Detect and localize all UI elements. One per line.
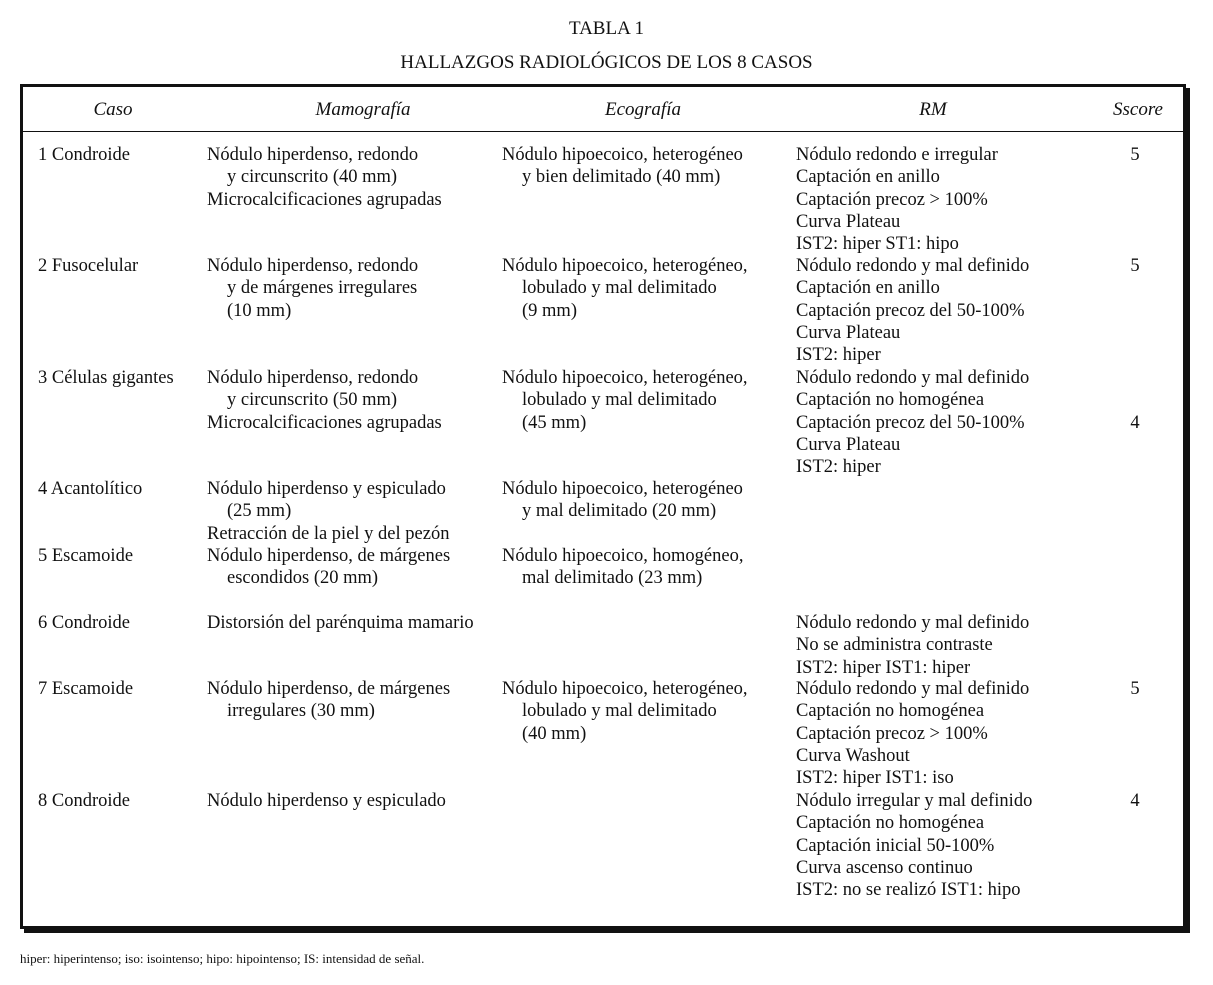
cell-line: Captación no homogénea [796, 390, 985, 411]
cell-line: y de márgenes irregulares [227, 278, 418, 299]
cell-line: (40 mm) [522, 723, 587, 744]
cell-rm [796, 367, 1029, 478]
cell-line: Curva Plateau [796, 434, 901, 455]
cell-mamografia [207, 678, 450, 723]
table-header-row [23, 87, 1183, 132]
cell-line: Microcalcificaciones agrupadas [207, 189, 442, 210]
cell-line: Nódulo redondo e irregular [796, 145, 998, 165]
cell-line: y bien delimitado (40 mm) [522, 167, 721, 188]
cell-line: y circunscrito (50 mm) [227, 390, 398, 411]
cell-line: IST2: hiper IST1: iso [796, 768, 954, 789]
cell-caso: 2 Fusocelular [38, 256, 139, 276]
header-mamografia: Mamografía [315, 99, 411, 120]
cell-line: Curva ascenso continuo [796, 857, 973, 878]
cell-caso: 4 Acantolítico [38, 479, 143, 499]
cell-line: (45 mm) [522, 412, 587, 433]
cell-mamografia [207, 367, 442, 434]
cell-line: Nódulo hipoecoico, heterogéneo, [502, 679, 748, 699]
cell-line: y mal delimitado (20 mm) [522, 501, 717, 522]
cell-rm [796, 678, 1029, 789]
cell-line: Nódulo redondo y mal definido [796, 256, 1030, 276]
cell-mamografia [207, 144, 442, 211]
cell-line: IST2: hiper [796, 457, 881, 478]
cell-line: lobulado y mal delimitado [522, 278, 717, 299]
cell-line: Nódulo hipoecoico, homogéneo, [502, 546, 744, 566]
cell-line: lobulado y mal delimitado [522, 390, 717, 411]
cell-line: Nódulo hipoecoico, heterogéneo, [502, 368, 748, 388]
cell-line: Nódulo hipoecoico, heterogéneo [502, 145, 743, 165]
table-footnote: hiper: hiperintenso; iso: isointenso; hipo: hipointenso; IS: intensidad de señal. [20, 951, 425, 966]
cell-line: escondidos (20 mm) [227, 568, 379, 589]
cell-line: lobulado y mal delimitado [522, 701, 717, 722]
cell-mamografia [207, 478, 449, 545]
cell-line: Microcalcificaciones agrupadas [207, 412, 442, 433]
cell-line: Captación no homogénea [796, 813, 985, 834]
cell-line: Curva Plateau [796, 322, 901, 343]
cell-line: Nódulo hiperdenso, redondo [207, 256, 419, 276]
cell-line: irregulares (30 mm) [227, 701, 375, 722]
header-score: Sscore [1113, 99, 1163, 120]
cell-line: y circunscrito (40 mm) [227, 167, 398, 188]
cell-ecografia [502, 478, 743, 523]
cell-rm [796, 144, 998, 255]
cell-mamografia [207, 255, 418, 322]
cell-line: Nódulo hiperdenso y espiculado [207, 479, 446, 499]
cell-line: Nódulo hiperdenso, redondo [207, 145, 419, 165]
header-caso: Caso [93, 99, 133, 120]
cell-line: No se administra contraste [796, 635, 993, 656]
table-subtitle: HALLAZGOS RADIOLÓGICOS DE LOS 8 CASOS [400, 52, 813, 73]
cell-caso: 6 Condroide [38, 613, 130, 633]
cell-rm [796, 255, 1029, 366]
table-frame [20, 84, 1186, 929]
cell-line: Nódulo hiperdenso, de márgenes [207, 546, 451, 566]
cell-line: Captación en anillo [796, 278, 940, 299]
cell-line: Captación no homogénea [796, 701, 985, 722]
cell-line: IST2: hiper [796, 345, 881, 366]
cell-line: Curva Plateau [796, 211, 901, 232]
cell-line: Nódulo hiperdenso, de márgenes [207, 679, 451, 699]
cell-score: 5 [1130, 145, 1140, 165]
cell-line: (25 mm) [227, 501, 292, 522]
cell-line: Retracción de la piel y del pezón [207, 523, 450, 544]
cell-ecografia [502, 144, 743, 189]
cell-line: Nódulo redondo y mal definido [796, 679, 1030, 699]
cell-caso: 7 Escamoide [38, 679, 134, 699]
cell-score: 4 [1130, 412, 1140, 433]
cell-caso: 5 Escamoide [38, 546, 134, 566]
cell-line: Nódulo irregular y mal definido [796, 791, 1033, 811]
cell-line: Nódulo hiperdenso, redondo [207, 368, 419, 388]
cell-caso: 3 Células gigantes [38, 368, 174, 388]
cell-mamografia [207, 612, 474, 634]
cell-ecografia [502, 545, 743, 590]
cell-line: Nódulo hipoecoico, heterogéneo, [502, 256, 748, 276]
table-title: TABLA 1 [568, 18, 644, 39]
cell-line: (9 mm) [522, 300, 577, 321]
cell-score: 5 [1130, 256, 1140, 276]
cell-line: Captación precoz del 50-100% [796, 412, 1025, 433]
cell-ecografia [502, 367, 748, 434]
cell-score: 5 [1130, 679, 1140, 699]
cell-line: IST2: hiper ST1: hipo [796, 234, 959, 255]
cell-line: Captación en anillo [796, 167, 940, 188]
header-ecografia: Ecografía [605, 99, 681, 120]
cell-line: (10 mm) [227, 300, 292, 321]
cell-line: Nódulo redondo y mal definido [796, 368, 1030, 388]
cell-rm [796, 790, 1032, 901]
cell-score: 4 [1130, 791, 1140, 811]
cell-line: mal delimitado (23 mm) [522, 568, 703, 589]
cell-ecografia [502, 255, 748, 322]
cell-mamografia [207, 790, 446, 812]
cell-line: IST2: hiper IST1: hiper [796, 657, 971, 678]
cell-line: Distorsión del parénquima mamario [207, 613, 474, 633]
cell-line: Curva Washout [796, 745, 910, 766]
cell-line: Nódulo hiperdenso y espiculado [207, 791, 446, 811]
cell-line: Nódulo hipoecoico, heterogéneo [502, 479, 743, 499]
cell-line: Captación precoz > 100% [796, 189, 988, 210]
cell-line: Captación precoz del 50-100% [796, 300, 1025, 321]
cell-line: Captación precoz > 100% [796, 723, 988, 744]
cell-mamografia [207, 545, 450, 590]
cell-line: IST2: no se realizó IST1: hipo [796, 880, 1021, 901]
cell-rm [796, 612, 1029, 679]
cell-caso: 1 Condroide [38, 145, 130, 165]
cell-line: Nódulo redondo y mal definido [796, 613, 1030, 633]
cell-ecografia [502, 678, 748, 745]
cell-caso: 8 Condroide [38, 791, 130, 811]
header-rm: RM [919, 99, 947, 120]
cell-line: Captación inicial 50-100% [796, 835, 995, 856]
